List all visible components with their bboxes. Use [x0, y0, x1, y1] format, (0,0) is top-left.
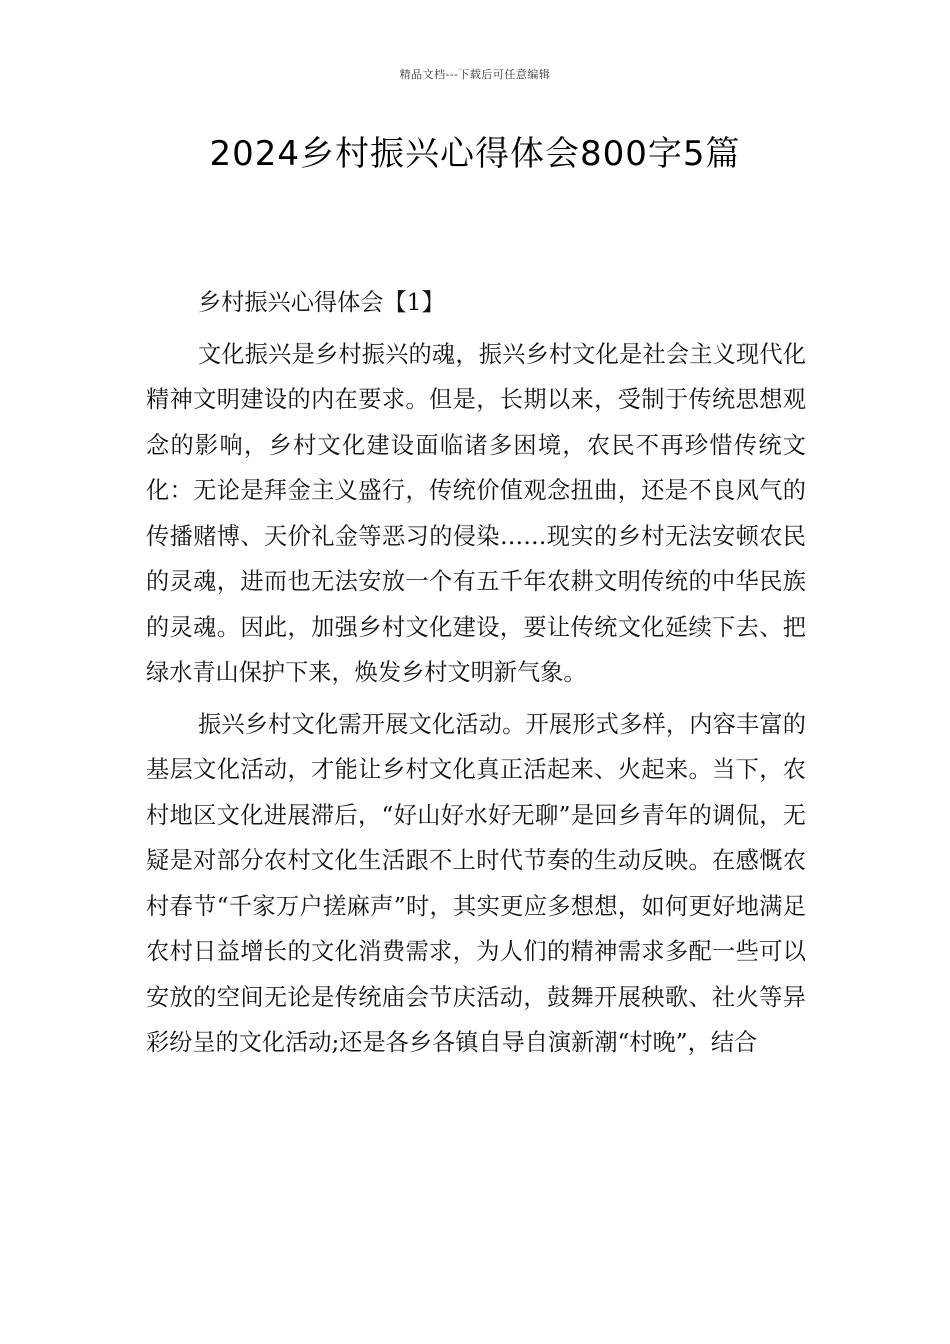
section-heading: 乡村振兴心得体会【1】 — [198, 289, 445, 316]
header-note: 精品文档---下载后可任意编辑 — [399, 68, 551, 81]
paragraph-2: 振兴乡村文化需开展文化活动。开展形式多样，内容丰富的基层文化活动，才能让乡村文化真正活起来、火起来。当下，农村地区文化进展滞后，“好山好水好无聊”是回乡青年的调侃，无疑是对部分农村文化生活跟不上时代节奏的生动反映。在感慨农村春节“千家万户搓麻声”时，其实更应多想想，如何更好地满足农村日益增长的文化消费需求，为人们的精神需求多配一些可以安放的空间无论是传统庙会节庆活动，鼓舞开展秧歌、社火等异彩纷呈的文化活动;还是各乡各镇自导自演新潮“村晚”，结合 — [146, 710, 806, 1056]
paragraph-1: 文化振兴是乡村振兴的魂，振兴乡村文化是社会主义现代化精神文明建设的内在要求。但是，长期以来，受制于传统思想观念的影响，乡村文化建设面临诸多困境，农民不再珍惜传统文化：无论是拜金主义盛行，传统价值观念扭曲，还是不良风气的传播赌博、天价礼金等恶习的侵染……现实的乡村无法安顿农民的灵魂，进而也无法安放一个有五千年农耕文明传统的中华民族的灵魂。因此，加强乡村文化建设，要让传统文化延续下去、把绿水青山保护下来，焕发乡村文明新气象。 — [146, 340, 806, 686]
document-title: 2024乡村振兴心得体会800字5篇 — [209, 134, 741, 174]
document-body — [146, 280, 806, 1072]
